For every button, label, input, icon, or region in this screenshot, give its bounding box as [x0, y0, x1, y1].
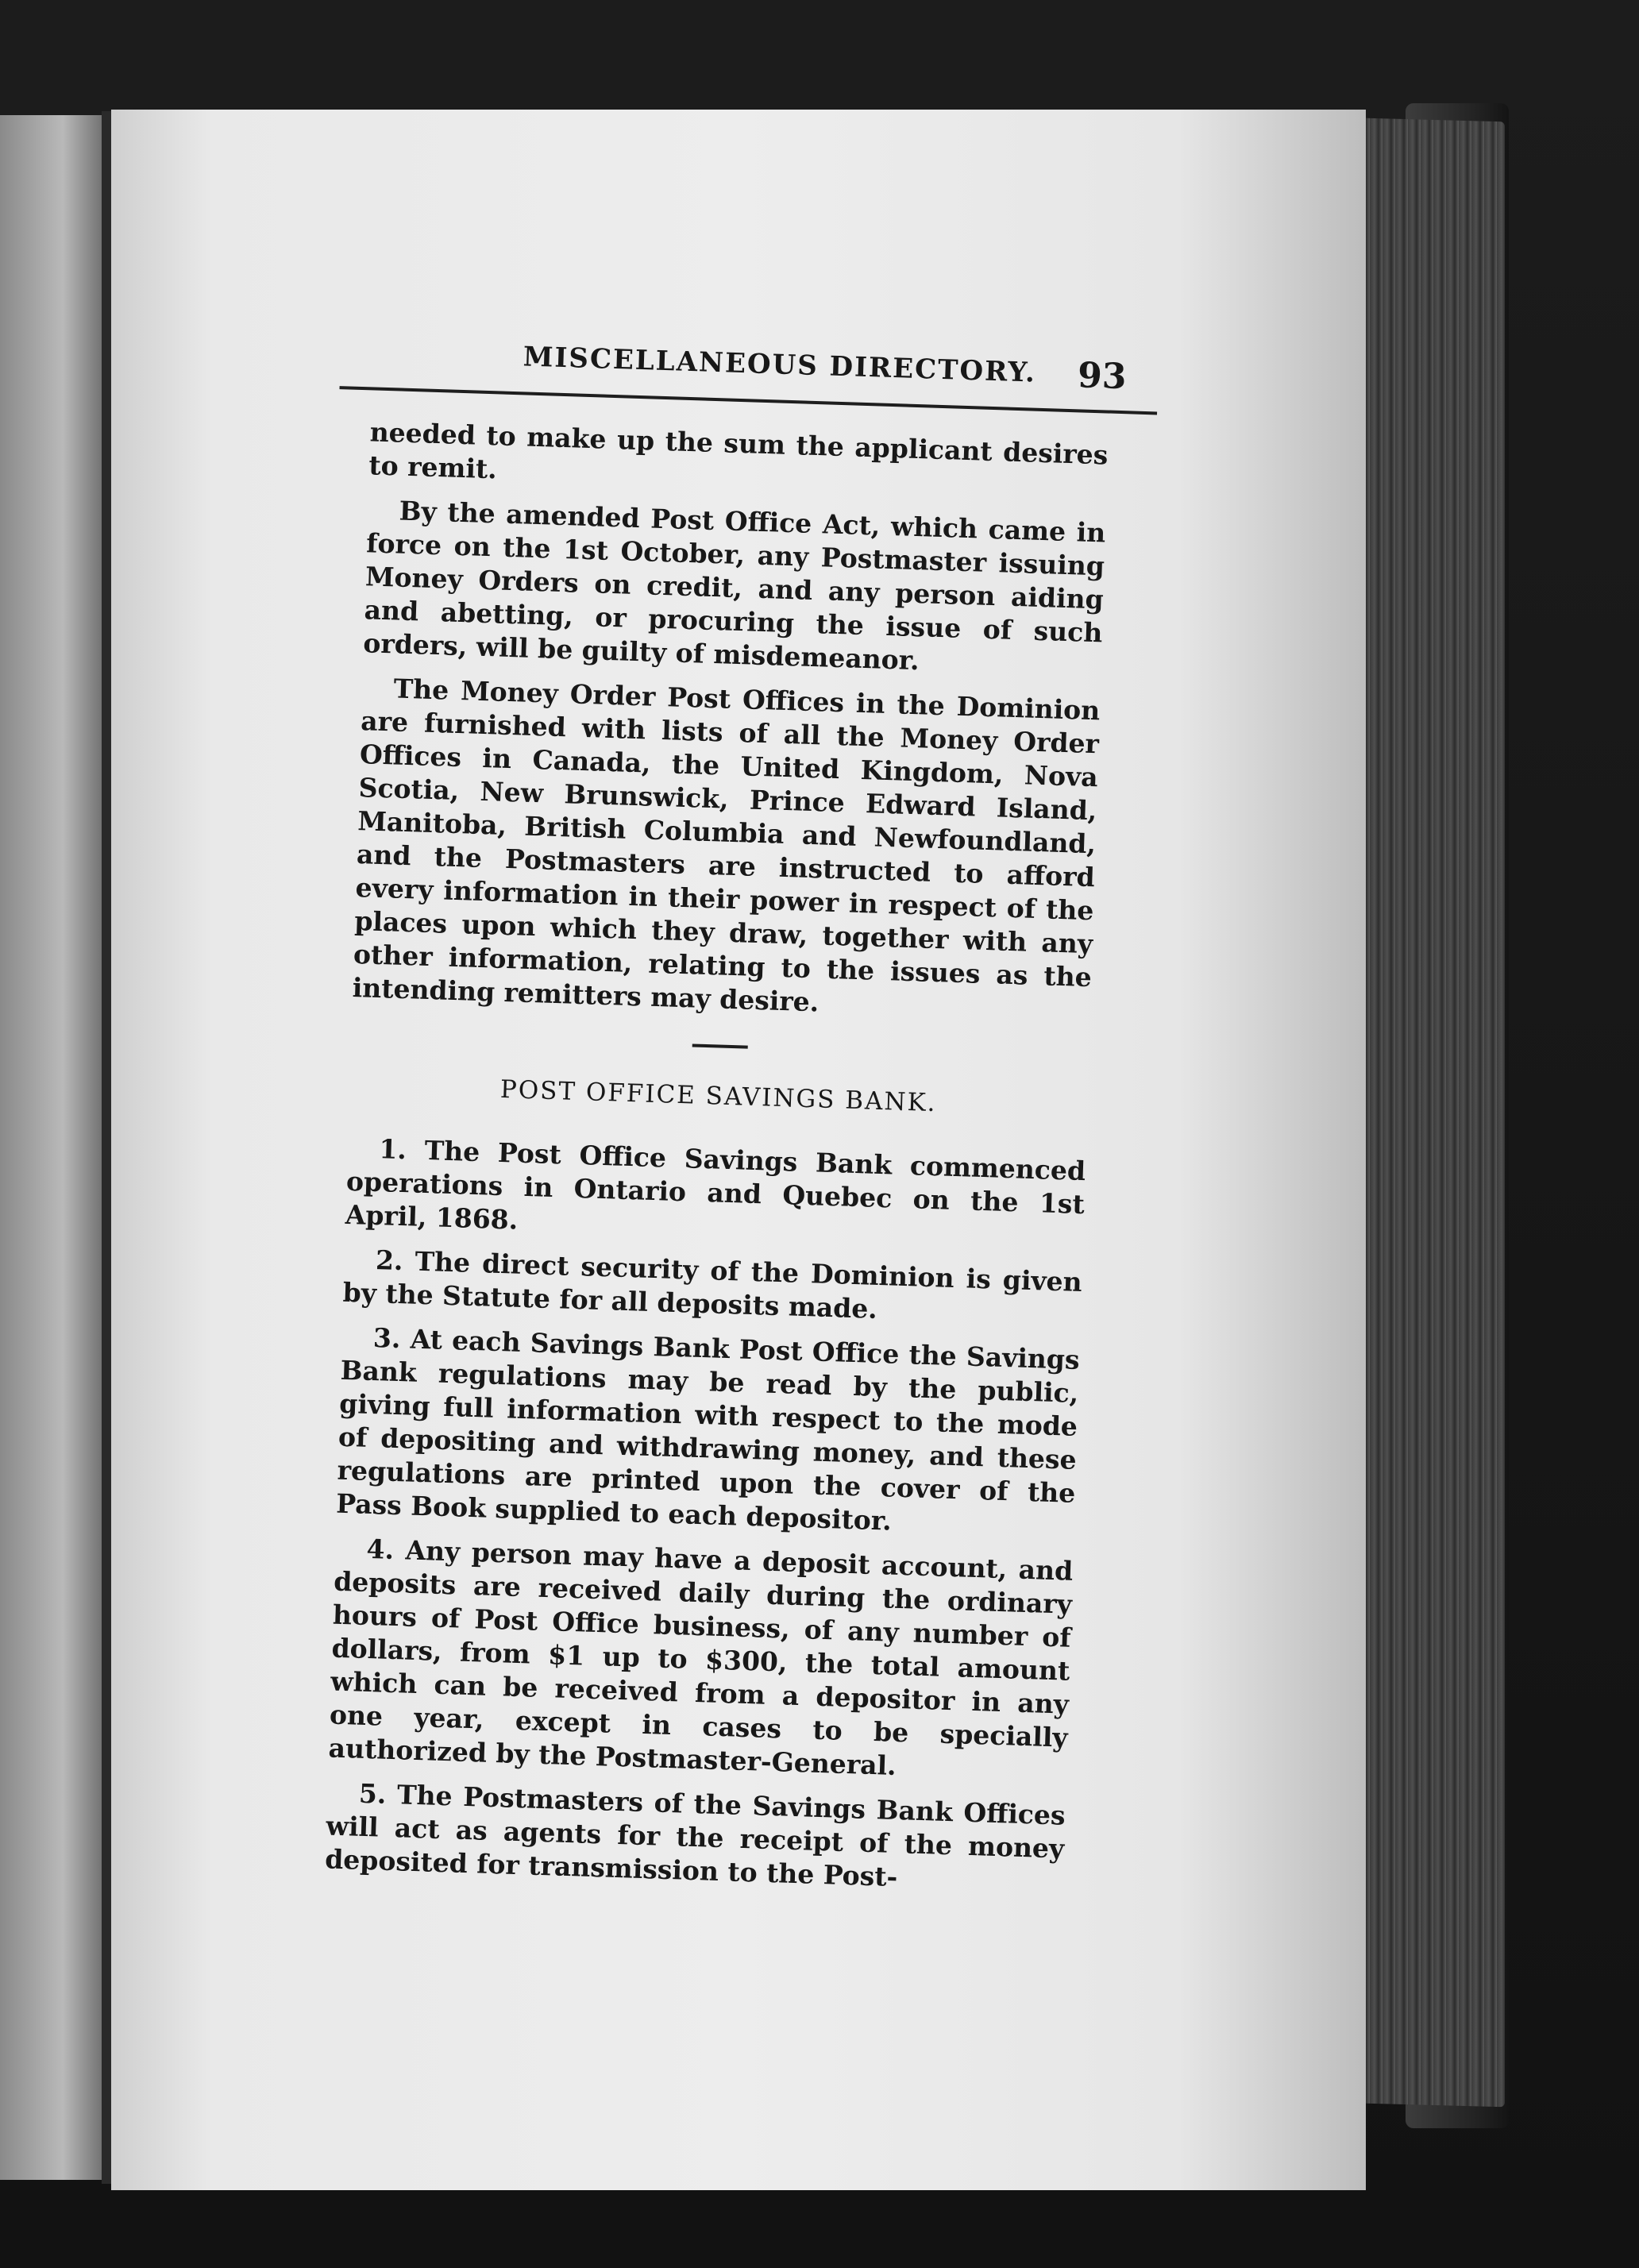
numbered-paragraph: 2. The direct security of the Dominion is given by the Statute for all deposits made. [342, 1244, 1083, 1325]
book-page [111, 110, 1366, 2190]
page-number: 93 [1077, 355, 1128, 398]
paragraph: The Money Order Post Offices in the Dominion are furnished with lists of all the Money Order Offices in Canada, the United Kingdom, Nova Scotia, New Brunswick, Prince Edward Island, Manitoba, British Columbia and Newfoundland, and the Postmasters are instructed to afford every information in their power in respect of the places upon which they draw, together with any other information, relating to the issues as the intending remitters may desire. [352, 673, 1101, 1018]
running-head [372, 320, 1128, 407]
numbered-paragraph: 1. The Post Office Savings Bank commenced operations in Ontario and Quebec on the 1st April, 1868. [345, 1133, 1086, 1236]
running-head-title: MISCELLANEOUS DIRECTORY. [523, 341, 1037, 389]
paragraph: By the amended Post Office Act, which came in force on the 1st October, any Postmaster issuing Money Orders on credit, and any person aiding and abetting, or procuring the issue of such orders, will be guilty of misdemeanor. [362, 495, 1106, 677]
facing-page-edge [0, 115, 105, 2180]
section-heading: POST OFFICE SAVINGS BANK. [499, 1074, 938, 1118]
section-divider [692, 1043, 748, 1048]
paragraph: needed to make up the sum the applicant desires to remit. [368, 416, 1109, 485]
header-rule [339, 386, 1157, 415]
page-content [324, 320, 1128, 1910]
numbered-paragraph: 4. Any person may have a deposit account, and deposits are received daily during the ordinary hours of Post Office business, of any number of dollars, from $1 up to $300, the total amount which can be received from a depositor in any one year, except in cases to be specially authorized by the Postmaster-General. [328, 1533, 1074, 1781]
numbered-paragraph: 3. At each Savings Bank Post Office the Savings Bank regulations may be read by the public, giving full information with respect to the mode of depositing and withdrawing money, and these regulations are printed upon the cover of the Pass Book supplied to each depositor. [335, 1322, 1081, 1537]
numbered-paragraph: 5. The Postmasters of the Savings Bank Offices will act as agents for the receipt of the money deposited for transmission to the Post- [324, 1777, 1066, 1893]
body-text [325, 415, 1109, 1899]
